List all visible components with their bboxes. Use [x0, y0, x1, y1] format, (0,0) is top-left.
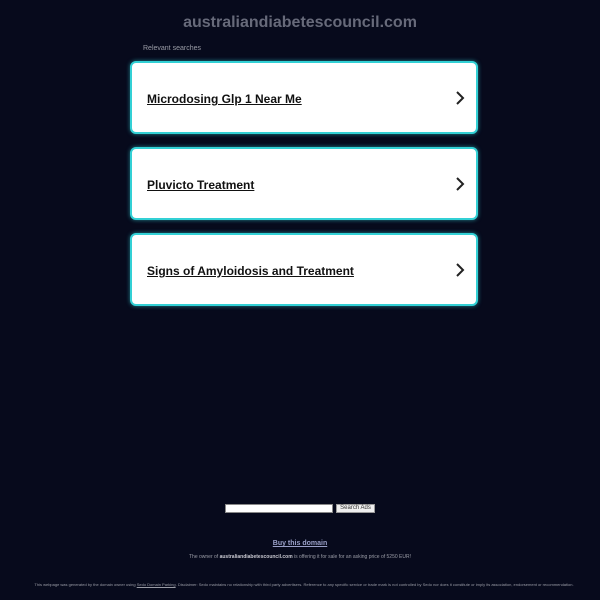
search-ads-button[interactable]: Search Ads	[336, 504, 375, 513]
chevron-right-icon	[454, 176, 466, 192]
disclaimer-text	[30, 582, 578, 587]
disclaimer-prefix: This webpage was generated by the domain owner using	[34, 582, 137, 587]
search-bar	[0, 504, 600, 513]
chevron-right-icon	[454, 262, 466, 278]
related-searches-list	[130, 61, 478, 319]
offer-domain: australiandiabetescouncil.com	[219, 554, 293, 560]
related-search-link[interactable]: Signs of Amyloidosis and Treatment	[147, 264, 354, 278]
domain-title: australiandiabetescouncil.com	[183, 14, 417, 31]
sale-offer-text	[0, 554, 600, 560]
related-search-card-1[interactable]	[130, 61, 478, 134]
related-search-card-2[interactable]	[130, 147, 478, 220]
chevron-right-icon	[454, 90, 466, 106]
offer-prefix: The owner of	[189, 554, 220, 560]
relevant-searches-label: Relevant searches	[143, 45, 201, 52]
offer-suffix: is offering it for sale for an asking price of 5250 EUR!	[292, 554, 411, 560]
related-search-card-3[interactable]	[130, 233, 478, 306]
buy-domain-link[interactable]: Buy this domain	[272, 540, 328, 547]
disclaimer-suffix: . Disclaimer: Sedo maintains no relationship with third party advertisers. Reference to any specific service or trade mark is not controlled by Sedo nor does it constitute or imply its association, endorsement or recommendation.	[175, 582, 574, 587]
related-search-link[interactable]: Microdosing Glp 1 Near Me	[147, 92, 302, 106]
search-input[interactable]	[225, 504, 333, 513]
sedo-parking-link[interactable]: Sedo Domain Parking	[136, 582, 176, 587]
related-search-link[interactable]: Pluvicto Treatment	[147, 178, 255, 192]
